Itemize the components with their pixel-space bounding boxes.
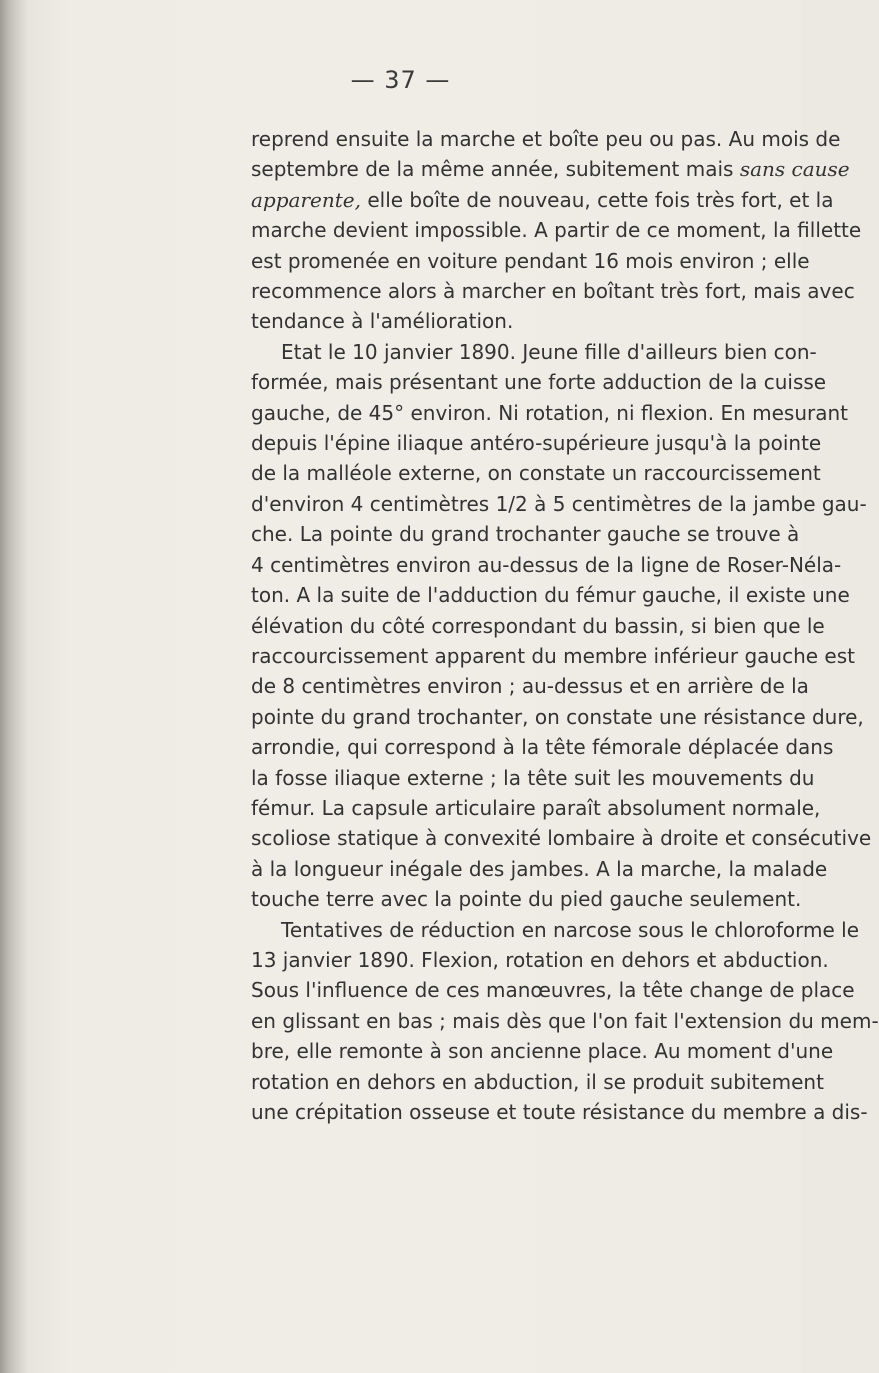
text-line (251, 1097, 868, 1127)
line-text: Etat le 10 janvier 1890. Jeune fille d'ailleurs bien con- (281, 339, 817, 364)
line-text: scoliose statique à convexité lombaire à droite et consécutive (251, 826, 872, 851)
text-line (251, 246, 810, 276)
line-text: 4 centimètres environ au-dessus de la ligne de Roser-Néla- (251, 552, 842, 577)
text-line (251, 367, 827, 397)
text-line (251, 306, 781, 336)
line-text: reprend ensuite la marche et boîte peu ou pas. Au mois de (251, 127, 841, 151)
text-line (251, 458, 821, 488)
text-line (251, 124, 841, 154)
text-line (251, 915, 860, 945)
text-line (251, 884, 802, 914)
text-line (251, 276, 855, 306)
line-text: en glissant en bas ; mais dès que l'on fait l'extension du mem- (251, 1008, 879, 1033)
text-line (251, 854, 828, 884)
line-text: fémur. La capsule articulaire paraît absolument normale, (251, 795, 821, 820)
line-text: marche devient impossible. A partir de ce moment, la fillette (251, 218, 862, 243)
line-text: élévation du côté correspondant du bassin, si bien que le (251, 613, 825, 638)
line-text: d'environ 4 centimètres 1/2 à 5 centimètres de la jambe gau- (251, 491, 867, 516)
line-text: bre, elle remonte à son ancienne place. Au moment d'une (251, 1039, 834, 1064)
text-line (251, 185, 834, 215)
text-line (251, 1067, 824, 1097)
text-line (251, 215, 862, 245)
text-line (251, 945, 829, 975)
text-line (251, 671, 809, 701)
text-line (251, 154, 850, 184)
line-text: touche terre avec la pointe du pied gauche seulement. (251, 887, 802, 912)
text-line (251, 611, 825, 641)
text-line (251, 823, 872, 853)
line-text: elle boîte de nouveau, cette fois très fort, et la (360, 187, 834, 212)
text-line (251, 793, 821, 823)
text-line (251, 489, 867, 519)
line-text: une crépitation osseuse et toute résistance du membre a dis- (251, 1100, 868, 1124)
text-line (251, 1006, 879, 1036)
italic-phrase: sans cause (739, 157, 850, 182)
line-text: septembre de la même année, subitement mais (251, 157, 740, 182)
line-text: de la malléole externe, on constate un raccourcissement (251, 461, 821, 486)
line-text: Sous l'influence de ces manœuvres, la tête change de place (251, 978, 855, 1003)
text-line (251, 641, 855, 671)
line-text: gauche, de 45° environ. Ni rotation, ni flexion. En mesurant (251, 400, 848, 425)
page-number: — 37 — (350, 66, 451, 94)
body-text (251, 124, 879, 1127)
text-line (251, 763, 815, 793)
book-spine-shadow (0, 0, 28, 1373)
text-line (251, 550, 842, 580)
line-text: de 8 centimètres environ ; au-dessus et en arrière de la (251, 674, 809, 699)
line-text: arrondie, qui correspond à la tête fémorale déplacée dans (251, 735, 834, 760)
line-text: à la longueur inégale des jambes. A la marche, la malade (251, 856, 828, 881)
text-line (251, 519, 800, 549)
line-text: est promenée en voiture pendant 16 mois environ ; elle (251, 248, 810, 273)
text-line (251, 975, 855, 1005)
line-text: depuis l'épine iliaque antéro-supérieure jusqu'à la pointe (251, 431, 822, 456)
line-text: pointe du grand trochanter, on constate une résistance dure, (251, 704, 864, 729)
line-text: ton. A la suite de l'adduction du fémur gauche, il existe une (251, 583, 850, 608)
text-line (251, 428, 822, 458)
line-text: Tentatives de réduction en narcose sous le chloroforme le (281, 917, 860, 942)
line-text: 13 janvier 1890. Flexion, rotation en dehors et abduction. (251, 947, 829, 972)
text-line (251, 1036, 834, 1066)
line-text: rotation en dehors en abduction, il se produit subitement (251, 1069, 824, 1094)
line-text: raccourcissement apparent du membre inférieur gauche est (251, 643, 855, 668)
text-line (251, 732, 834, 762)
line-text: recommence alors à marcher en boîtant très fort, mais avec (251, 279, 855, 304)
text-line (251, 580, 850, 610)
text-line (251, 337, 817, 367)
italic-phrase: apparente, (251, 187, 361, 212)
line-text: formée, mais présentant une forte adduction de la cuisse (251, 370, 827, 395)
line-text: tendance à l'amélioration. (251, 309, 514, 334)
text-line (251, 398, 848, 428)
text-line (251, 702, 864, 732)
line-text: che. La pointe du grand trochanter gauche se trouve à (251, 522, 800, 547)
line-text: la fosse iliaque externe ; la tête suit les mouvements du (251, 765, 815, 790)
